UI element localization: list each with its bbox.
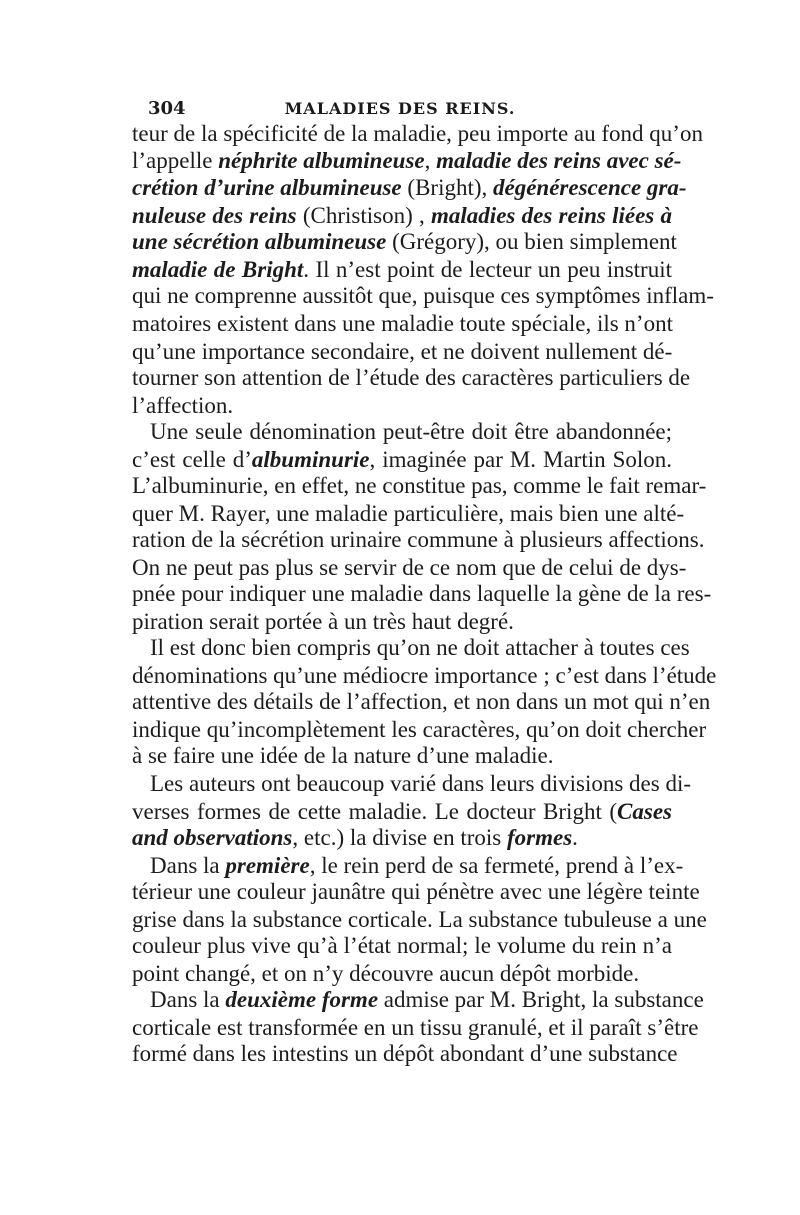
italic-text: maladies des reins liées à xyxy=(431,203,672,228)
text-segment: couleur plus vive qu’à l’état normal; le volume du rein n’a xyxy=(132,933,672,958)
text-line xyxy=(150,634,690,661)
text-line xyxy=(132,472,707,499)
text-line xyxy=(132,147,682,174)
text-line xyxy=(132,310,672,337)
text-segment: Dans la xyxy=(150,987,226,1012)
text-segment: l’affection. xyxy=(132,393,234,418)
text-line xyxy=(132,960,672,987)
text-segment: l’appelle xyxy=(132,148,219,173)
text-line xyxy=(132,500,685,527)
text-segment: Il est donc bien compris qu’on ne doit attacher à toutes ces xyxy=(150,635,690,660)
text-segment: corticale est transformée en un tissu granulé, et il paraît s’être xyxy=(132,1015,699,1040)
text-line xyxy=(132,716,707,743)
text-line xyxy=(132,824,672,851)
text-line xyxy=(132,878,700,905)
text-line xyxy=(132,120,703,147)
italic-text: nuleuse des reins xyxy=(132,203,297,228)
text-segment: (Christison) , xyxy=(296,203,432,228)
text-line xyxy=(132,906,707,933)
text-line xyxy=(132,1040,678,1067)
text-line xyxy=(132,364,691,391)
italic-text: deuxième forme xyxy=(225,987,379,1012)
running-title: MALADIES DES REINS. xyxy=(284,99,516,118)
text-segment: admise par M. Bright, la substance xyxy=(378,987,704,1012)
text-segment: à se faire une idée de la nature d’une maladie. xyxy=(132,743,554,768)
text-line xyxy=(150,986,704,1013)
text-line xyxy=(132,338,672,365)
text-segment: L’albuminurie, en effet, ne constitue pas, comme le fait remar- xyxy=(132,473,707,498)
italic-text: maladie des reins avec sé- xyxy=(436,148,682,173)
text-segment: point changé, et on n’y découvre aucun dépôt morbide. xyxy=(132,961,640,986)
text-segment: grise dans la substance corticale. La substance tubuleuse a une xyxy=(132,907,707,932)
text-segment: tourner son attention de l’étude des caractères particuliers de xyxy=(132,365,691,390)
text-segment: matoires existent dans une maladie toute spéciale, ils n’ont xyxy=(132,311,673,336)
text-segment: piration serait portée à un très haut degré. xyxy=(132,609,514,634)
text-segment: . Il n’est point de lecteur un peu instruit xyxy=(303,257,672,282)
text-line xyxy=(132,742,672,769)
text-line xyxy=(150,770,692,797)
text-segment: , le rein perd de sa fermeté, prend à l’ex- xyxy=(309,853,684,878)
italic-text: première xyxy=(225,853,310,878)
italic-text: albuminurie xyxy=(251,447,370,472)
text-segment: Dans la xyxy=(150,853,226,878)
text-segment: (Grégory), ou bien simplement xyxy=(386,229,677,254)
text-line xyxy=(132,202,672,229)
text-segment: On ne peut pas plus se servir de ce nom que de celui de dys- xyxy=(132,555,687,580)
text-segment: . xyxy=(572,825,578,850)
text-line xyxy=(150,418,672,445)
italic-text: néphrite albumineuse xyxy=(218,148,425,173)
text-segment: Une seule dénomination peut-être doit être abandonnée; xyxy=(150,419,672,444)
text-line xyxy=(132,446,672,473)
text-line xyxy=(132,688,711,715)
italic-text: crétion d’urine albumineuse xyxy=(132,175,402,200)
text-line xyxy=(132,174,687,201)
text-segment: indique qu’incomplètement les caractères, qu’on doit chercher xyxy=(132,717,707,742)
text-segment: formé dans les intestins un dépôt abondant d’une substance xyxy=(132,1041,678,1066)
text-segment: qu’une importance secondaire, et ne doivent nullement dé- xyxy=(132,339,673,364)
text-line xyxy=(150,852,684,879)
text-line xyxy=(132,608,672,635)
italic-text: Cases xyxy=(617,799,672,824)
text-segment: , xyxy=(424,148,437,173)
text-segment: teur de la spécificité de la maladie, peu importe au fond qu’on xyxy=(132,121,703,146)
text-segment: c’est celle d’ xyxy=(132,447,252,472)
text-line xyxy=(132,932,672,959)
text-segment: (Bright), xyxy=(401,175,494,200)
text-line xyxy=(132,282,714,309)
text-segment: qui ne comprenne aussitôt que, puisque ces symptômes inflam- xyxy=(132,283,714,308)
text-line xyxy=(132,1014,699,1041)
italic-text: maladie de Bright xyxy=(132,257,304,282)
text-segment: Les auteurs ont beaucoup varié dans leurs divisions des di- xyxy=(150,771,692,796)
text-line xyxy=(132,392,672,419)
text-segment: dénominations qu’une médiocre importance ; c’est dans l’étude xyxy=(132,663,717,688)
text-segment: térieur une couleur jaunâtre qui pénètre avec une légère teinte xyxy=(132,879,700,904)
text-segment: attentive des détails de l’affection, et non dans un mot qui n’en xyxy=(132,689,711,714)
text-line xyxy=(132,580,712,607)
italic-text: dégénérescence gra- xyxy=(493,175,687,200)
text-line xyxy=(132,256,672,283)
text-line xyxy=(132,798,672,825)
page-number: 304 xyxy=(148,98,186,119)
text-line xyxy=(132,526,705,553)
italic-text: and observations xyxy=(132,825,293,850)
text-segment: pnée pour indiquer une maladie dans laquelle la gène de la res- xyxy=(132,581,712,606)
text-line xyxy=(132,228,677,255)
text-segment: , etc.) la divise en trois xyxy=(292,825,507,850)
text-segment: , imaginée par M. Martin Solon. xyxy=(369,447,672,472)
italic-text: une sécrétion albumineuse xyxy=(132,229,387,254)
text-segment: verses formes de cette maladie. Le docteur Bright ( xyxy=(132,799,618,824)
text-line xyxy=(132,662,717,689)
text-line xyxy=(132,554,687,581)
text-segment: quer M. Rayer, une maladie particulière, mais bien une alté- xyxy=(132,501,685,526)
italic-text: formes xyxy=(507,825,573,850)
text-segment: ration de la sécrétion urinaire commune à plusieurs affections. xyxy=(132,527,705,552)
